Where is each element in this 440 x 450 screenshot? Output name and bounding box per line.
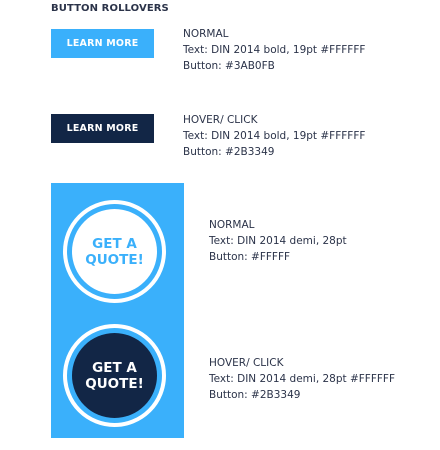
page-title: BUTTON ROLLOVERS	[51, 3, 169, 14]
learn-more-normal-spec	[183, 26, 365, 74]
circle-ring-normal	[63, 200, 166, 303]
state-label: HOVER/ CLICK	[209, 357, 284, 369]
circle-button-panel	[51, 183, 184, 438]
get-quote-line1: GET A	[92, 235, 137, 252]
get-quote-line1: GET A	[92, 359, 137, 376]
text-spec: Text: DIN 2014 bold, 19pt #FFFFFF	[183, 130, 366, 142]
state-label: NORMAL	[209, 219, 255, 231]
state-label: HOVER/ CLICK	[183, 114, 258, 126]
text-spec: Text: DIN 2014 demi, 28pt	[209, 235, 347, 247]
button-spec: Button: #FFFFF	[209, 251, 291, 263]
get-quote-button-normal[interactable]	[72, 209, 157, 294]
learn-more-hover-spec	[183, 112, 365, 160]
get-quote-button-hover[interactable]	[72, 333, 157, 418]
learn-more-button-hover[interactable]: LEARN MORE	[51, 114, 154, 143]
button-spec: Button: #2B3349	[183, 146, 275, 158]
button-spec: Button: #3AB0FB	[183, 60, 275, 72]
get-quote-normal-spec	[209, 217, 347, 265]
circle-ring-hover	[63, 324, 166, 427]
get-quote-line2: QUOTE!	[85, 251, 144, 268]
button-spec: Button: #2B3349	[209, 389, 301, 401]
state-label: NORMAL	[183, 28, 229, 40]
get-quote-hover-spec	[209, 355, 395, 403]
text-spec: Text: DIN 2014 demi, 28pt #FFFFFF	[209, 373, 396, 385]
get-quote-line2: QUOTE!	[85, 375, 144, 392]
learn-more-button-normal[interactable]: LEARN MORE	[51, 29, 154, 58]
text-spec: Text: DIN 2014 bold, 19pt #FFFFFF	[183, 44, 366, 56]
